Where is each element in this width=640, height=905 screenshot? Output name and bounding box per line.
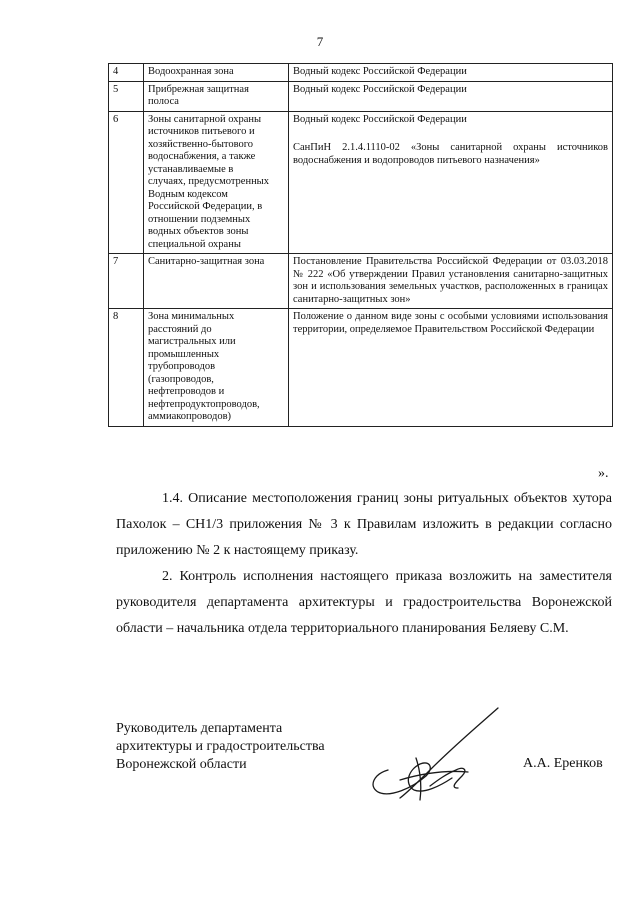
zone-name-line: Санитарно-защитная зона [148,256,265,267]
legal-basis [289,81,613,111]
signer-position-line: архитектуры и градостроительства [116,739,325,754]
table-row [109,64,613,82]
zone-name-line: устанавливаемые в [148,163,234,175]
signer-position-line: Руководитель департамента [116,721,283,736]
zone-name-line: Водным кодексом [148,188,228,200]
legal-basis [289,254,613,309]
zone-name-line: трубопроводов [148,361,216,372]
legal-basis-text: Водный кодекс Российской Федерации [293,83,467,95]
row-number: 5 [109,81,144,111]
zone-name-line: хозяйственно-бытового [148,138,254,150]
legal-basis-text: СанПиН 2.1.4.1110-02 «Зоны санитарной охраны источников водоснабжения и водопроводов питьевого назначения» [293,142,608,166]
zone-name [144,111,289,254]
zone-name-line: нефтепроводов и [148,386,225,397]
signer-name: А.А. Еренков [523,756,603,771]
table-row [109,254,613,309]
zone-name-line: нефтепродуктопроводов, [148,398,260,410]
handwritten-signature [360,700,510,810]
paragraph-1-4: 1.4. Описание местоположения границ зоны ритуальных объектов хутора Пахолок – СН1/3 приложения № 3 к Правилам изложить в редакции согласно приложению № 2 к настоящему приказу. [116,491,612,558]
legal-basis [289,309,613,427]
row-number: 4 [109,64,144,82]
zone-name-line: аммиакопроводов) [148,411,232,422]
zone-name-line: отношении подземных [148,213,251,225]
zone-name-line: источников питьевого и [148,126,255,137]
row-number: 7 [109,254,144,309]
zone-name-line: Российской Федерации, в [148,201,263,212]
zone-name-line: Прибрежная защитная [148,83,249,95]
zone-name-line: Водоохранная зона [148,66,234,77]
legal-basis-text: Водный кодекс Российской Федерации [293,113,467,125]
row-number: 8 [109,309,144,427]
legal-basis-text: Водный кодекс Российской Федерации [293,66,467,77]
paragraph-2: 2. Контроль исполнения настоящего приказа возложить на заместителя руководителя департамента архитектуры и градостроительства Воронежской области – начальника отдела территориального планирования Беляеву С.М. [116,569,612,636]
zone-name [144,64,289,82]
zone-name-line: полоса [148,96,179,107]
legal-basis [289,64,613,82]
zone-name [144,81,289,111]
row-number: 6 [109,111,144,254]
legal-basis-text: Положение о данном виде зоны с особыми условиями использования территории, определяемое Правительством Российской Федерации [293,311,608,335]
zone-name [144,254,289,309]
zone-name-line: водоснабжения, а также [148,151,256,162]
zone-name-line: промышленных [148,348,220,360]
zone-name-line: специальной охраны [148,238,241,250]
zones-table [108,63,613,427]
legal-basis-text: Постановление Правительства Российской Федерации от 03.03.2018 № 222 «Об утверждении Правил установления санитарно-защитных зон и использования земельных участков, расположенных в границах санитарно-защитных зон» [293,256,608,305]
zone-name [144,309,289,427]
page-number: 7 [316,34,324,49]
zone-name-line: водных объектов зоны [148,226,249,237]
zone-name-line: магистральных или [148,336,236,347]
order-body [116,486,612,642]
legal-basis [289,111,613,254]
zone-name-line: расстояний до [148,323,212,335]
table-row [109,81,613,111]
table-row [109,111,613,254]
table-row [109,309,613,427]
zone-name-line: случаях, предусмотренных [148,176,269,187]
zone-name-line: Зона минимальных [148,311,235,322]
zone-name-line: (газопроводов, [148,373,214,385]
closing-quote: ». [598,466,609,481]
signer-position-line: Воронежской области [116,757,247,772]
signer-position [116,720,376,774]
zone-name-line: Зоны санитарной охраны [148,113,262,125]
